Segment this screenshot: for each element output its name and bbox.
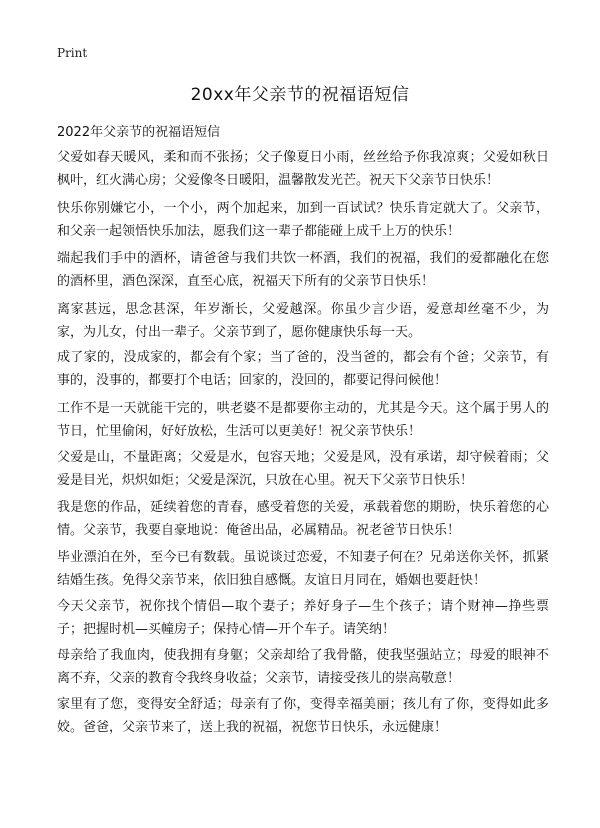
- paragraph-5: 成了家的，没成家的，都会有个家；当了爸的，没当爸的，都会有个爸；父亲节，有事的，没事的，都要打个电话；回家的，没回的，都要记得问候他！: [57, 350, 549, 388]
- paragraph-2: 快乐你别嫌它小，一个小，两个加起来，加到一百试试？快乐肯定就大了。父亲节，和父亲一起领悟快乐加法，愿我们这一辈子都能碰上成千上万的快乐！: [57, 201, 549, 239]
- paragraph-9: 毕业漂泊在外，至今已有数载。虽说谈过恋爱，不知妻子何在？兄弟送你关怀，抓紧结婚生孩。免得父亲节来，依旧独自感慨。友谊日月同在，婚姻也要赶快！: [57, 550, 549, 588]
- paragraph-10: 今天父亲节，祝你找个情侣—取个妻子；养好身子—生个孩子；请个财神—挣些票子；把握时机—买幢房子；保持心情—开个车子。请笑纳！: [57, 599, 549, 637]
- paragraph-12: 家里有了您，变得安全舒适；母亲有了你，变得幸福美丽；孩儿有了你，变得如此多姣。爸爸，父亲节来了，送上我的祝福，祝您节日快乐，永远健康！: [57, 697, 549, 735]
- page-title: 20xx年父亲节的祝福语短信: [190, 85, 410, 105]
- paragraph-4: 离家甚远，思念甚深，年岁渐长，父爱越深。你虽少言少语，爱意却丝毫不少，为家，为儿女，付出一辈子。父亲节到了，愿你健康快乐每一天。: [57, 302, 549, 340]
- paragraph-8: 我是您的作品，延续着您的青春，感受着您的关爱，承载着您的期盼，快乐着您的心情。父亲节，我要自豪地说：俺爸出品，必属精品。祝老爸节日快乐！: [57, 500, 549, 538]
- subtitle: 2022年父亲节的祝福语短信: [57, 125, 221, 140]
- paragraph-1: 父爱如春天暖风，柔和而不张扬；父子像夏日小雨，丝丝给予你我凉爽；父爱如秋日枫叶，红火满心房；父爱像冬日暖阳，温馨散发光芒。祝天下父亲节日快乐！: [57, 150, 549, 188]
- paragraph-7: 父爱是山，不量距离；父爱是水，包容天地；父爱是风，没有承诺，却守候着雨；父爱是目光，炽炽如炬；父爱是深沉，只放在心里。祝天下父亲节日快乐！: [57, 450, 549, 488]
- paragraph-11: 母亲给了我血肉，使我拥有身躯；父亲却给了我骨骼，使我坚强站立；母爱的眼神不离不弃，父亲的教育令我终身收益；父亲节，请接受孩儿的崇高敬意！: [57, 648, 549, 686]
- paragraph-6: 工作不是一天就能干完的，哄老婆不是都要你主动的，尤其是今天。这个属于男人的节日，忙里偷闲，好好放松，生活可以更美好！祝父亲节快乐！: [57, 401, 549, 439]
- print-link[interactable]: Print: [57, 46, 88, 60]
- paragraph-3: 端起我们手中的酒杯，请爸爸与我们共饮一杯酒，我们的祝福，我们的爱都融化在您的酒杯里，酒色深深，直至心底，祝福天下所有的父亲节日快乐！: [57, 251, 549, 289]
